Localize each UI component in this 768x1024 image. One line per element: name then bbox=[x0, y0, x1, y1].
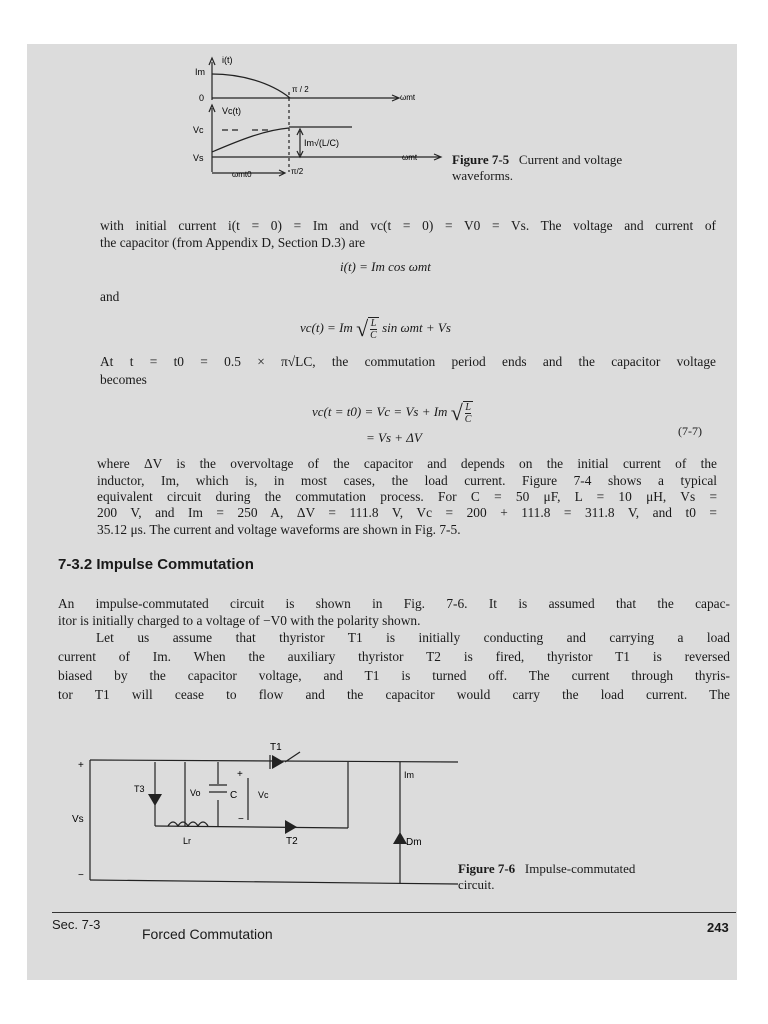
figure-7-5-caption-text2: waveforms. bbox=[452, 168, 514, 183]
figure-7-6-caption-text: Impulse-commutated bbox=[524, 861, 636, 876]
fig6-label-im: Im bbox=[404, 770, 414, 780]
fig5-axis-i: i(t) bbox=[222, 55, 233, 65]
figure-7-6-caption-text2: circuit. bbox=[458, 877, 495, 892]
fig5-axis-vc: Vc(t) bbox=[222, 106, 241, 116]
fig6-minus-capacitor: − bbox=[238, 814, 244, 825]
para-4-line-2: itor is initially charged to a voltage of −V0 with the polarity shown. bbox=[58, 613, 421, 628]
frac-den-c: C bbox=[370, 330, 377, 341]
fig6-label-vs: Vs bbox=[72, 814, 84, 825]
fig5-bottom-pi2: π/2 bbox=[291, 167, 304, 176]
fig5-axis-zero: 0 bbox=[199, 93, 205, 103]
fig6-label-t1: T1 bbox=[270, 742, 282, 753]
fig6-label-t3: T3 bbox=[134, 784, 145, 794]
equation-number-7-7: (7-7) bbox=[678, 424, 702, 438]
para-4-line-4: current of Im. When the auxiliary thyristor T2 is fired, thyristor T1 is reversed bbox=[58, 649, 730, 664]
fig5-axis-pi2: π / 2 bbox=[292, 85, 309, 94]
figure-7-5-caption-text: Current and voltage bbox=[518, 152, 623, 167]
fig5-axis-wmt2: ωmt bbox=[402, 153, 418, 162]
equation-final-voltage-lhs: vc(t = t0) = Vc = Vs + Im bbox=[312, 403, 448, 419]
fig6-label-vc: Vc bbox=[258, 790, 269, 800]
frac-num-l-2: L bbox=[465, 402, 471, 413]
fig6-label-c: C bbox=[230, 790, 238, 801]
fig5-axis-vc-level: Vc bbox=[193, 125, 204, 135]
equation-voltage-lhs: vc(t) = Im bbox=[300, 319, 353, 335]
fig6-label-t2: T2 bbox=[286, 836, 298, 847]
para-4-line-1: An impulse-commutated circuit is shown in Fig. 7-6. It is assumed that the capac- bbox=[58, 596, 730, 611]
footer-rule bbox=[52, 912, 736, 913]
footer-section: Sec. 7-3 bbox=[52, 917, 101, 932]
fig6-label-lr: Lr bbox=[183, 836, 192, 846]
diode-dm-symbol bbox=[393, 832, 407, 844]
thyristor-t1-symbol bbox=[272, 755, 284, 769]
frac-den-c-2: C bbox=[464, 414, 472, 425]
and-word: and bbox=[100, 289, 120, 304]
para-3-line-5: 35.12 μs. The current and voltage waveforms are shown in Fig. 7-5. bbox=[97, 522, 461, 537]
para-3-line-4: 200 V, and Im = 250 A, ΔV = 111.8 V, Vc = 200 + 111.8 = 311.8 V, and t0 = bbox=[97, 505, 717, 520]
para-3-line-3: equivalent circuit during the commutation process. For C = 50 μF, L = 10 μH, Vs = bbox=[97, 489, 717, 504]
fig5-delta-label: Im√(L/C) bbox=[304, 138, 339, 148]
para-4-line-6: tor T1 will cease to flow and the capacitor would carry the load current. The bbox=[58, 687, 730, 702]
fig5-axis-vs: Vs bbox=[193, 153, 204, 163]
figure-7-6-caption bbox=[458, 861, 635, 893]
equation-voltage-rhs: sin ωmt + Vs bbox=[382, 319, 451, 335]
fig6-plus-capacitor: + bbox=[237, 769, 243, 780]
para-2-line-1: At t = t0 = 0.5 × π√LC, the commutation period ends and the capacitor voltage bbox=[100, 354, 716, 369]
para-1-line-2: the capacitor (from Appendix D, Section D.3) are bbox=[100, 235, 366, 250]
page-number: 243 bbox=[707, 920, 729, 935]
equation-final-voltage-line-2: = Vs + ΔV bbox=[366, 430, 422, 445]
figure-7-5-label: Figure 7-5 bbox=[452, 152, 510, 167]
fig5-axis-im: Im bbox=[195, 67, 205, 77]
figure-7-6-label: Figure 7-6 bbox=[458, 861, 516, 876]
footer-title: Forced Commutation bbox=[142, 926, 273, 942]
sqrt-sign: √ bbox=[356, 316, 369, 341]
thyristor-t3-symbol bbox=[148, 794, 162, 806]
para-1-line-1: with initial current i(t = 0) = Im and vc(t = 0) = V0 = Vs. The voltage and current of bbox=[100, 218, 716, 233]
thyristor-t2-symbol bbox=[285, 820, 297, 834]
fig5-bottom-label: ωmt0 bbox=[232, 170, 252, 179]
para-2-line-2: becomes bbox=[100, 372, 147, 387]
para-3-line-1: where ΔV is the overvoltage of the capacitor and depends on the initial current of the bbox=[97, 456, 717, 471]
para-3-line-2: inductor, Im, which is, in most cases, the load current. Figure 7-4 shows a typical bbox=[97, 473, 717, 488]
fig6-minus-source: − bbox=[78, 870, 84, 881]
fig6-plus-source: + bbox=[78, 760, 84, 771]
para-4-line-5: biased by the capacitor voltage, and T1 is turned off. The current through thyris- bbox=[58, 668, 730, 683]
fig6-label-dm: Dm bbox=[406, 837, 422, 848]
equation-current: i(t) = Im cos ωmt bbox=[340, 259, 431, 274]
fig5-axis-wmt: ωmt bbox=[400, 93, 416, 102]
inductor-lr-symbol bbox=[168, 822, 208, 826]
sqrt-sign-2: √ bbox=[450, 400, 463, 425]
frac-num-l: L bbox=[370, 318, 377, 329]
section-heading: 7-3.2 Impulse Commutation bbox=[58, 556, 254, 573]
para-4-line-3: Let us assume that thyristor T1 is initially conducting and carrying a load bbox=[96, 630, 730, 645]
fig6-label-vo: Vo bbox=[190, 788, 201, 798]
